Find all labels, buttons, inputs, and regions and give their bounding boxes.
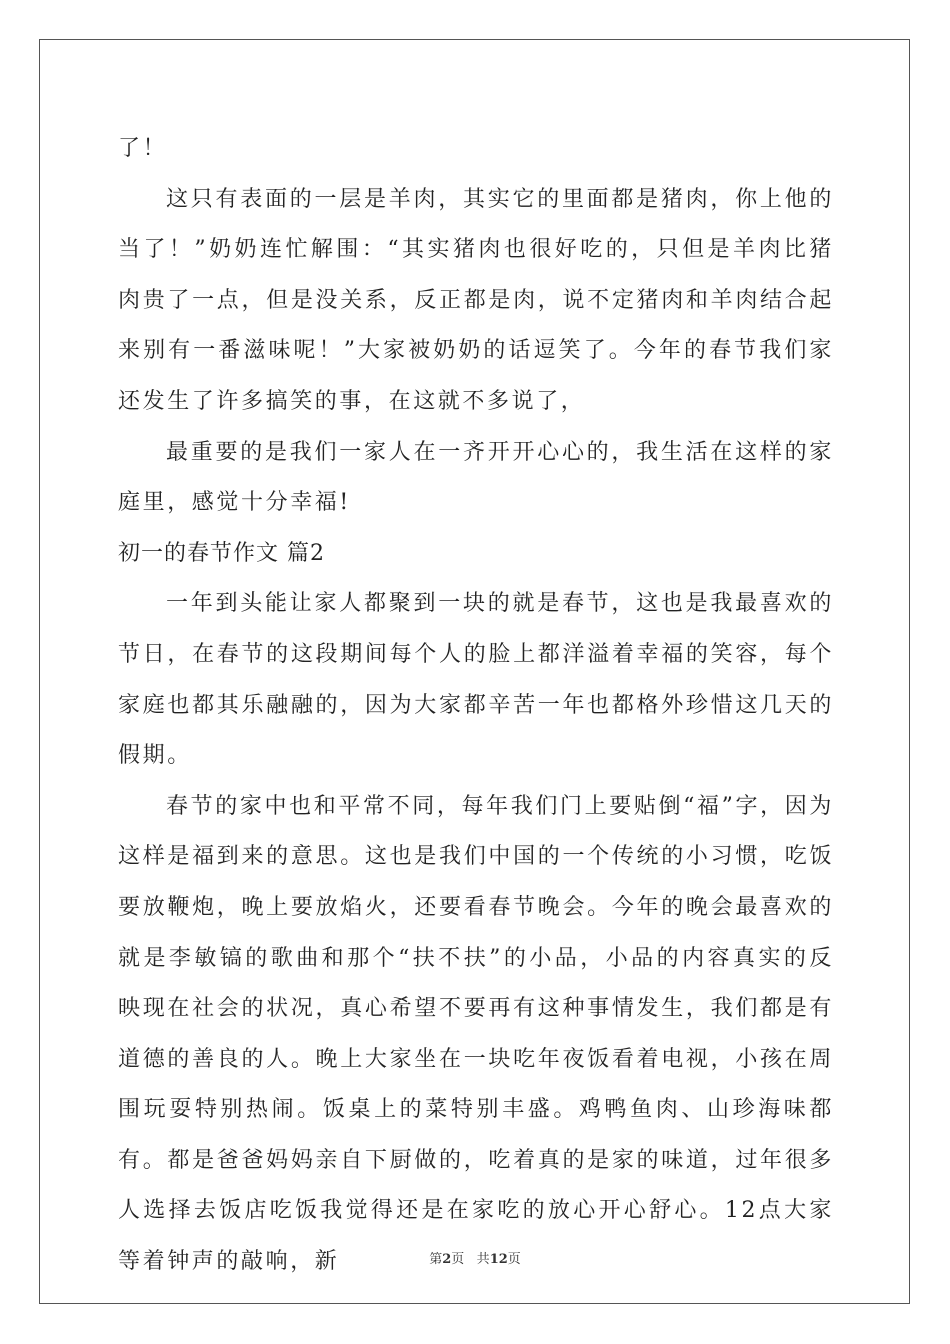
page-footer	[0, 1248, 950, 1267]
paragraph-2: 这只有表面的一层是羊肉，其实它的里面都是猪肉，你上他的当了！”奶奶连忙解围：“其实猪肉也很好吃的，只但是羊肉比猪肉贵了一点，但是没关系，反正都是肉，说不定猪肉和羊肉结合起来别有一番滋味呢！”大家被奶奶的话逗笑了。今年的春节我们家还发生了许多搞笑的事，在这就不多说了，	[118, 186, 834, 414]
footer-page-suffix: 页	[451, 1252, 465, 1267]
paragraph-4: 一年到头能让家人都聚到一块的就是春节，这也是我最喜欢的节日，在春节的这段期间每个人的脸上都洋溢着幸福的笑容，每个家庭也都其乐融融的，因为大家都辛苦一年也都格外珍惜这几天的假期。	[118, 591, 834, 769]
footer-prefix: 第	[429, 1252, 443, 1267]
document-body	[118, 124, 834, 1288]
paragraph-3: 最重要的是我们一家人在一齐开开心心的，我生活在这样的家庭里，感觉十分幸福!	[118, 439, 834, 516]
current-page-number: 2	[442, 1252, 452, 1267]
paragraph-5: 春节的家中也和平常不同，每年我们门上要贴倒“福”字，因为这样是福到来的意思。这也是我们中国的一个传统的小习惯，吃饭要放鞭炮，晚上要放焰火，还要看春节晚会。今年的晚会最喜欢的就是李敏镐的歌曲和那个“扶不扶”的小品，小品的内容真实的反映现在社会的状况，真心希望不要再有这种事情发生，我们都是有道德的善良的人。晚上大家坐在一块吃年夜饭看着电视，小孩在周围玩耍特别热闹。饭桌上的菜特别丰盛。鸡鸭鱼肉、山珍海味都有。都是爸爸妈妈亲自下厨做的，吃着真的是家的味道，过年很多人选择去饭店吃饭我觉得还是在家吃的放心开心舒心。12点大家等着钟声的敲响，新	[118, 793, 834, 1275]
section-heading: 初一的春节作文 篇2	[118, 540, 325, 566]
paragraph-1: 了！	[118, 136, 168, 161]
total-pages-number: 12	[489, 1252, 508, 1267]
footer-total-suffix: 页	[507, 1252, 521, 1267]
footer-total-prefix: 共	[476, 1252, 490, 1267]
